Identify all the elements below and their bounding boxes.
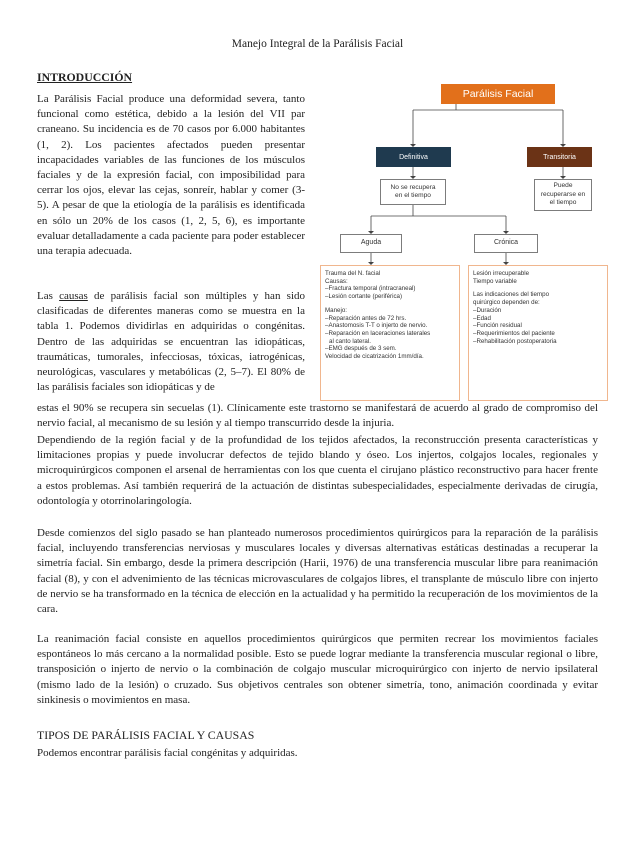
aguda-box: Aguda bbox=[340, 234, 402, 253]
cronica-line: Tiempo variable bbox=[473, 277, 517, 285]
intro-paragraph-4: Desde comienzos del siglo pasado se han planteado numerosos procedimientos quirúrgicos para la reparación de la parálisis facial, incluyendo transferencias nerviosas y musculares locales y diversas alternativas estáticas destinadas a recuperar la simetría facial. Sin embargo, desde la primera descripción (Harii, 1976) de una transferencia muscular libre para reanimación facial (8), y con el advenimiento de las técnicas microvasculares de colgajos libres, el transplante de músculo libre con injerto de nervio se ha transformado en la técnica de elección en la actualidad y ha permitido la recuperación de los movimientos de la cara. bbox=[37, 527, 598, 616]
cronica-line: quirúrgico dependen de: bbox=[473, 299, 540, 307]
aguda-line: Velocidad de cicatrización 1mm/día. bbox=[325, 353, 424, 361]
intro-paragraph-1: La Parálisis Facial produce una deformidad severa, tanto funcional como estética, debido a la lesión del VII par craneano. Su incidencia es de 70 casos por 6.000 habitantes (1, 2). Los pacientes afectados pueden presentar incapacidades variables de las funciones de los músculos faciales y de la expresión facial, con imposibilidad para cerrar los ojos, elevar las cejas, sonreír, hablar y comer (3-5). A pesar de que la etiología de la parálisis es identificada en sólo un 20% de los casos (1, 2, 5, 6), es importante evaluar detalladamente a cada paciente para poder establecer una terapia adecuada. bbox=[37, 93, 305, 258]
aguda-line: Trauma del N. facial bbox=[325, 270, 381, 277]
intro-paragraph-2 bbox=[37, 289, 305, 395]
cronica-line: Las indicaciones del tiempo bbox=[473, 291, 550, 299]
puede-line-1: Puede bbox=[553, 182, 573, 190]
aguda-details-box bbox=[320, 265, 460, 401]
section-heading-introduccion: INTRODUCCIÓN bbox=[37, 70, 133, 84]
cronica-details-box bbox=[468, 265, 608, 401]
no-recupera-box bbox=[380, 179, 446, 205]
puede-line-2: recuperarse en bbox=[540, 190, 586, 198]
transitoria-box: Transitoria bbox=[527, 147, 592, 167]
intro-paragraph-5: La reanimación facial consiste en aquellos procedimientos quirúrgicos que permiten recrear los movimientos faciales espontáneos lo más cercano a la normalidad posible. Esto se puede lograr mediante la transferencia muscular regional o libre, transposición o injerto de nervio o la combinación de colgajo muscular microquirúrgico con injerto de nervio ipsilateral (mismo lado de la lesión) o cruzado. Sus objetivos centrales son obtener simetría, tono, animación coordinada y evitar sinkinesis o movimientos en masa. bbox=[37, 633, 598, 706]
aguda-line: Manejo: bbox=[325, 306, 348, 314]
puede-recuperarse-box bbox=[534, 179, 592, 211]
intro-paragraph-3: Dependiendo de la región facial y de la profundidad de los tejidos afectados, la reconstrucción presenta características y limitaciones propias y puede involucrar defectos de tejido blando y óseo. Los injertos, colgajos locales, regionales y microquirúrgicos componen el arsenal de herramientas con los que cuenta el cirujano plástico reconstructivo para hacer frente a estos problemas. Así también requerirá de la actuación de distintas subespecialidades, especialmente derivadas de cirugía, odontología y otorrinolaringología. bbox=[37, 434, 598, 507]
cronica-line: –Función residual bbox=[473, 322, 522, 330]
no-recupera-line-1: No se recupera bbox=[390, 183, 436, 191]
puede-line-3: el tiempo bbox=[549, 199, 577, 207]
no-recupera-line-2: en el tiempo bbox=[395, 192, 431, 199]
title-box: Parálisis Facial bbox=[441, 84, 555, 104]
cronica-line: –Rehabilitación postoperatoria bbox=[473, 337, 557, 345]
aguda-line: Causas: bbox=[325, 277, 348, 285]
aguda-line: –Reparación antes de 72 hrs. bbox=[325, 314, 407, 322]
cronica-line: –Edad bbox=[473, 314, 491, 322]
types-paragraph-1: Podemos encontrar parálisis facial congénitas y adquiridas. bbox=[37, 747, 298, 759]
para-text-pre: Las bbox=[37, 290, 60, 302]
causas-link[interactable]: causas bbox=[59, 290, 88, 302]
aguda-line: –Fractura temporal (intracraneal) bbox=[325, 285, 416, 293]
aguda-line: –Anastomosis T-T o injerto de nervio. bbox=[325, 322, 428, 330]
aguda-line: –Lesión cortante (periférica) bbox=[325, 293, 403, 301]
aguda-line: –Reparación en laceraciones laterales bbox=[325, 329, 431, 337]
definitiva-box: Definitiva bbox=[376, 147, 451, 167]
cronica-line: Lesión irrecuperable bbox=[473, 270, 530, 277]
aguda-line: al canto lateral. bbox=[329, 337, 371, 345]
cronica-line: –Duración bbox=[473, 306, 502, 314]
intro-paragraph-2-continued: estas el 90% se recupera sin secuelas (1). Clínicamente este trastorno se manifestará de acuerdo al grado de compromiso del nervio facial, al mecanismo de su lesión y al tiempo transcurrido desde la injuria. bbox=[37, 402, 598, 430]
running-header: Manejo Integral de la Parálisis Facial bbox=[231, 38, 404, 50]
paralysis-classification-diagram bbox=[316, 78, 620, 408]
section-heading-tipos: TIPOS DE PARÁLISIS FACIAL Y CAUSAS bbox=[37, 728, 255, 742]
cronica-box: Crónica bbox=[474, 234, 538, 253]
cronica-line: –Requerimientos del paciente bbox=[473, 329, 555, 337]
aguda-line: –EMG después de 3 sem. bbox=[325, 345, 397, 353]
para-text-post: de parálisis facial son múltiples y han sido clasificadas de diferentes maneras como se muestra en la tabla 1. Podemos dividirlas en adquiridas o congénitas. Dentro de las adquiridas se encuentran las idiopáticas, traumáticas, tumorales, infecciosas, tóxicas, iatrogénicas, neurológicas, vasculares y metabólicas (2, 5–7). El 80% de las parálisis faciales son idiopáticas y de bbox=[37, 290, 305, 394]
